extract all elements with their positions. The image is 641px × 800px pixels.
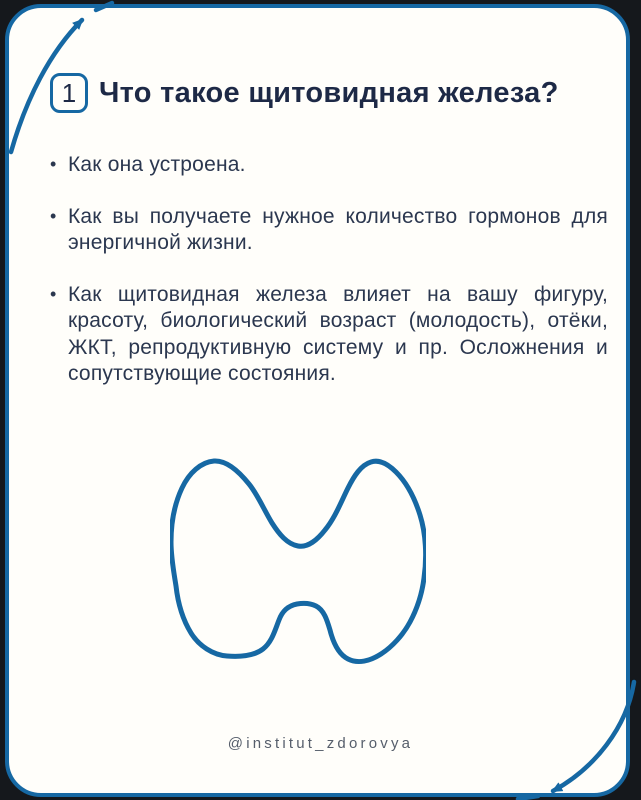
bullet-text: Как щитовидная железа влияет на вашу фигуру, красоту, биологический возраст (молодость), отёки, ЖКТ, репродуктивную систему и пр. Осложнения и сопутствующие состояния. [68, 282, 608, 385]
bullet-dot-icon: • [50, 154, 57, 174]
step-number-badge [50, 73, 88, 113]
list-item [48, 152, 608, 179]
step-number: 1 [61, 77, 77, 108]
bullet-list [48, 152, 608, 413]
bullet-dot-icon: • [50, 205, 57, 226]
slide-header [50, 73, 559, 113]
bullet-dot-icon: • [50, 283, 57, 304]
instagram-handle: @institut_zdorovya [227, 735, 414, 752]
thyroid-outline-icon [170, 458, 426, 664]
page-title: Что такое щитовидная железа? [99, 76, 559, 109]
bullet-text: Как она устроена. [68, 153, 246, 176]
list-item [48, 282, 608, 388]
bullet-text: Как вы получаете нужное количество гормонов для энергичной жизни. [68, 204, 608, 254]
list-item [48, 204, 608, 257]
thyroid-gland-illustration [170, 458, 426, 664]
